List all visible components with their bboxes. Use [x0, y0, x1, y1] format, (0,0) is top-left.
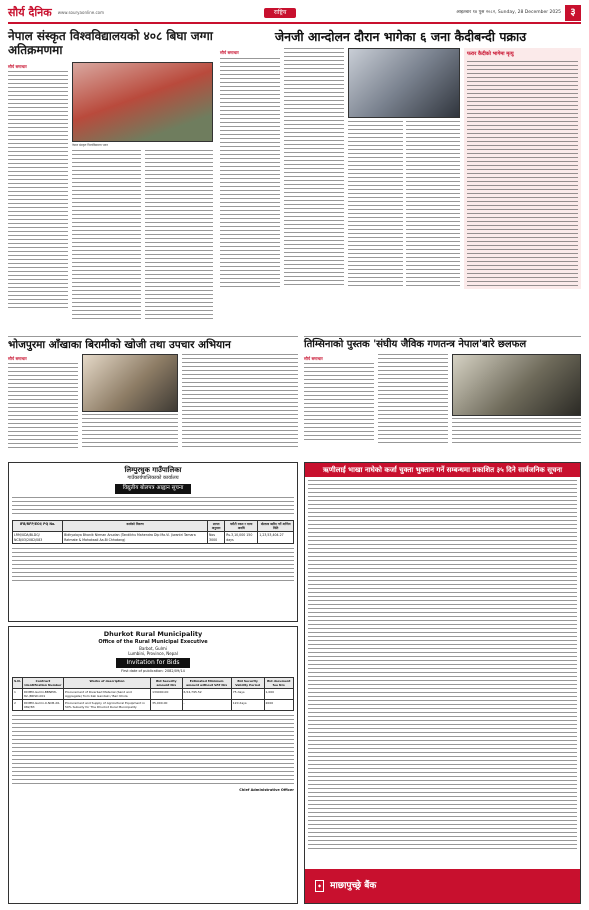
section-label: राष्ट्रिय	[264, 8, 297, 18]
masthead-brand: सौर्य दैनिक	[8, 5, 52, 19]
notice-publication-date: First date of publication: 2082/09/14	[121, 669, 185, 674]
table-cell: DDMM-Gulmi-BBNEW-82-/BDSD-001	[22, 689, 63, 700]
bank-footer	[305, 869, 580, 903]
table-cell: Rs.3,10,000 150 days	[225, 532, 258, 544]
story-bhojpur-eye-camp	[8, 336, 298, 458]
dateline: आइतबार १४ पुस २०८२, Sunday, 28 December 2025	[456, 9, 561, 15]
bank-logo-icon: ◆	[315, 880, 324, 891]
photo-caption: नेपाल संस्कृत विश्वविद्यालय भवन	[72, 142, 108, 147]
table-header-cell: कार्यको विवरण	[63, 520, 208, 532]
story-body-text	[8, 363, 78, 451]
page-header	[8, 4, 581, 24]
story-timsina-book	[304, 336, 581, 458]
story-genz-prisoners	[220, 30, 581, 330]
story-body-text	[452, 418, 581, 446]
table-cell: Procurement of Riverbed Material (Sand and Aggregate) from Kali Gandaki / Bari Khola	[63, 689, 150, 700]
notice-body-text	[308, 480, 577, 852]
story-body-text	[304, 363, 374, 443]
notice-signature: Chief Administrative Officer	[239, 788, 294, 793]
site-url[interactable]: www.souryaonline.com	[57, 10, 105, 16]
university-building-photo	[72, 62, 213, 142]
handcuffs-photo	[348, 48, 460, 118]
notice-title: Invitation for Bids	[116, 658, 189, 668]
story-byline: सौर्य समाचार	[8, 356, 27, 362]
story-body-text	[378, 354, 448, 446]
table-cell: DDMM-Gulmi-0-NCB-26-082/83	[22, 700, 63, 711]
table-cell: 2000	[264, 700, 294, 711]
table-cell: 1,23,53,404.27	[258, 532, 294, 544]
table-header-cell: Estimated Minimum amount without VAT Nrs	[182, 678, 231, 689]
table-cell: 120 days	[231, 700, 264, 711]
table-header-cell: धरौटी रकम र मान्य अवधि	[225, 520, 258, 532]
sidebar-title: फरार कैदीको भागेमा मृत्यु	[467, 51, 514, 58]
table-cell: -	[182, 700, 231, 711]
story-body-text	[145, 150, 214, 320]
eye-camp-photo	[82, 354, 178, 412]
table-cell: 2	[13, 700, 23, 711]
story-byline: सौर्य समाचार	[220, 50, 239, 56]
notice-address: Barbot, Gulmi	[139, 645, 167, 651]
story-body-text	[182, 354, 298, 450]
notice-title: ऋणीलाई भाखा नाघेको कर्जा चुक्ता भुक्तान गर्ने सम्बन्धमा प्रकाशित ३५ दिने सार्वजनिक सूचना	[305, 463, 580, 477]
bank-public-notice	[304, 462, 581, 904]
table-cell: 139000.00	[151, 689, 182, 700]
tender-notice-limpurdhuk	[8, 462, 298, 622]
table-cell: 75 days	[231, 689, 264, 700]
table-cell: 6,54,795.52	[182, 689, 231, 700]
story-headline: भोजपुरमा आँखाका बिरामीको खोजी तथा उपचार अभियान	[8, 339, 231, 351]
story-sanskrit-university	[8, 30, 213, 330]
book-discussion-photo	[452, 354, 581, 416]
table-header-cell: Contract Identification Number	[24, 679, 62, 688]
story-body-text	[220, 58, 280, 288]
notice-office: Office of the Rural Municipal Executive	[98, 638, 208, 645]
tender-table	[12, 520, 294, 544]
story-body-text	[406, 121, 461, 286]
sidebar-body-text	[467, 61, 578, 286]
bids-table	[12, 677, 294, 711]
story-headline: नेपाल संस्कृत विश्वविद्यालयको ४०८ बिघा जग्गा अतिक्रमणमा	[8, 29, 213, 57]
table-cell: 1,000	[264, 689, 294, 700]
table-header-cell: बोलपत्र खरिद गर्ने अन्तिम मिति	[258, 520, 294, 532]
sidebar-box	[464, 48, 581, 289]
table-row	[13, 700, 294, 711]
story-byline: सौर्य समाचार	[304, 355, 323, 361]
notice-org: लिम्पुरधुक गाउँपालिका	[124, 466, 182, 474]
notice-office: गाउँकार्यपालिकाको कार्यालय	[127, 475, 179, 482]
notice-intro-text	[12, 497, 294, 517]
page-number: ३	[565, 5, 581, 21]
story-body-text	[284, 48, 344, 288]
invitation-for-bids-dhurkot	[8, 626, 298, 904]
story-body-text	[72, 150, 141, 320]
table-cell: Nos 3000	[208, 532, 225, 544]
bank-name: माछापुच्छ्रे बैंक	[330, 880, 377, 891]
notice-org: Dhurkot Rural Municipality	[103, 630, 203, 638]
table-header-cell: IFB/RFP/EOI/ PQ No.	[13, 520, 63, 532]
table-header-cell: Bid document fee Nrs	[264, 678, 294, 689]
table-cell: 1	[13, 689, 23, 700]
notice-terms-text	[12, 715, 294, 785]
notice-title: विद्युतीय बोलपत्र आह्वान सूचना	[115, 484, 192, 493]
story-byline: सौर्य समाचार	[8, 63, 27, 69]
table-cell: Procurement and Supply of Agricultural Equipment in 50% Subsidy for The Dhurkot Rural Municipality	[63, 700, 150, 711]
story-headline: तिम्सिनाको पुस्तक 'संघीय जैविक गणतन्त्र नेपाल'बारे छलफल	[304, 339, 527, 350]
table-header-cell: S.N.	[13, 678, 23, 689]
notice-terms-text	[12, 548, 294, 584]
story-body-text	[8, 71, 68, 311]
story-body-text	[348, 121, 403, 286]
table-header-cell: Bid Security amount Nrs	[151, 678, 182, 689]
notice-province: Lumbini, Province, Nepal	[128, 650, 178, 656]
story-body-text	[82, 414, 178, 450]
table-header-cell: Works of description	[63, 678, 150, 689]
table-cell: 35,000.00	[151, 700, 182, 711]
table-header-cell: Bid Security Validity Period	[231, 678, 264, 689]
table-cell: Bidhyalaya Bhonik Nirman Anudan (Tandikhu Mahendra Dip Ma.Vi. Jiwantri Tamara Ratmate & Mahakaali Aa.Bi Chhatang)	[63, 532, 208, 544]
table-row	[13, 689, 294, 700]
table-header-cell: लागत अनुमान	[208, 520, 225, 532]
story-headline: जेनजी आन्दोलन दौरान भागेका ६ जना कैदीबन्दी पक्राउ	[274, 29, 527, 44]
table-cell: LRM/UDA/BLDG/ NCB/03/2082/083	[13, 532, 63, 544]
